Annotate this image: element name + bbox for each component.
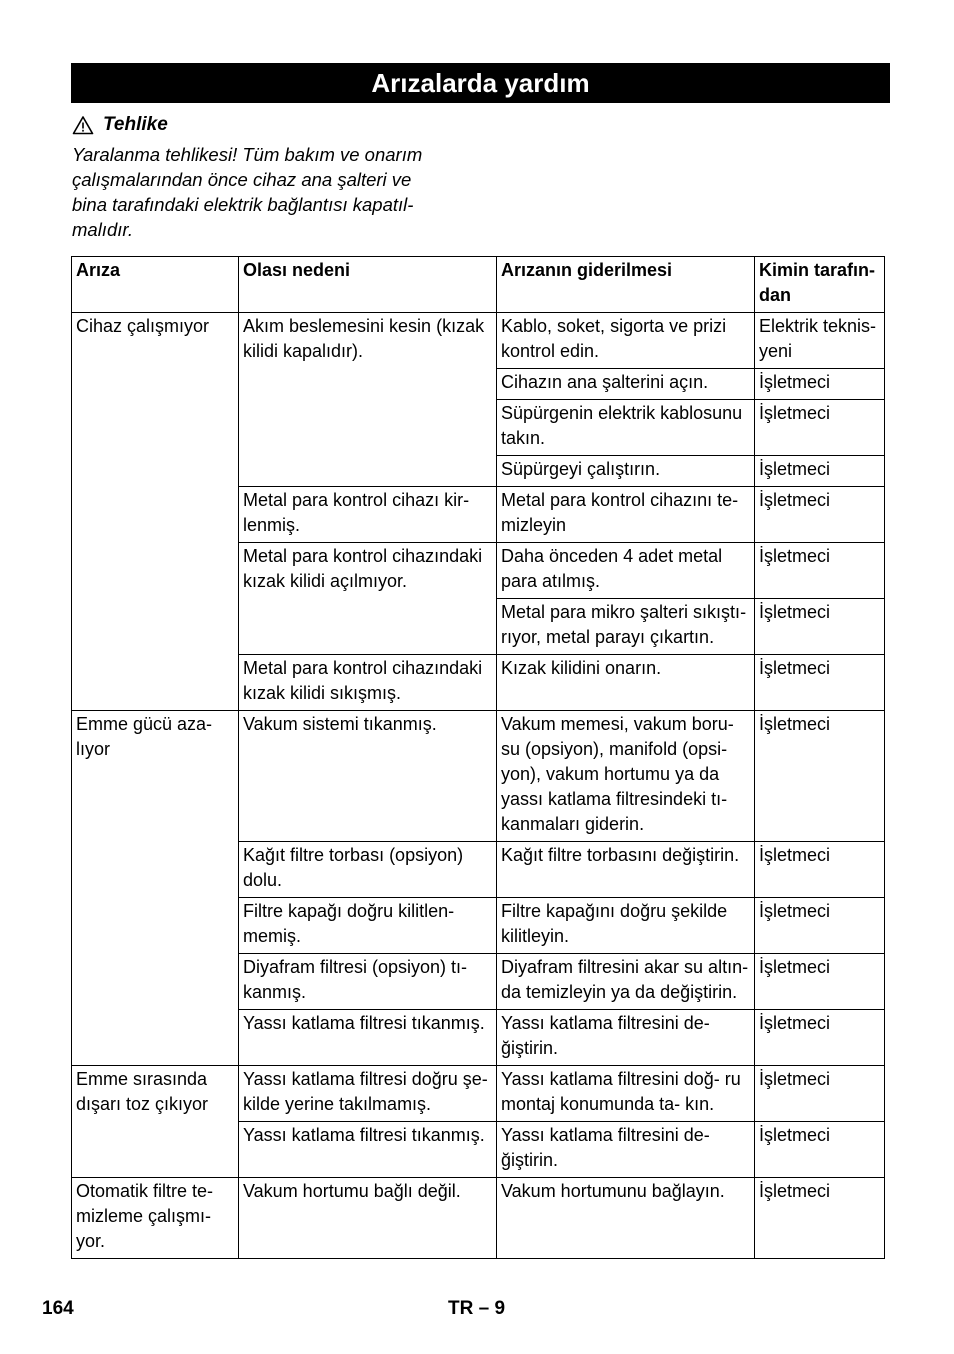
fault-cell: Otomatik filtre te- mizleme çalışmı- yor. — [72, 1178, 239, 1259]
table-body — [72, 313, 885, 1259]
cause-cell: Diyafram filtresi (opsiyon) tı- kanmış. — [239, 954, 497, 1010]
responsible-cell: İşletmeci — [755, 842, 885, 898]
remedy-cell: Yassı katlama filtresini doğ- ru montaj konumunda ta- kın. — [497, 1066, 755, 1122]
responsible-cell: İşletmeci — [755, 655, 885, 711]
cause-cell: Vakum hortumu bağlı değil. — [239, 1178, 497, 1259]
warning-line: Yaralanma tehlikesi! Tüm bakım ve onarım — [72, 144, 423, 165]
warning-label: Tehlike — [103, 114, 168, 135]
responsible-cell: İşletmeci — [755, 1010, 885, 1066]
remedy-cell: Daha önceden 4 adet metal para atılmış. — [497, 543, 755, 599]
remedy-cell: Metal para kontrol cihazını te- mizleyin — [497, 487, 755, 543]
page-language-index: TR – 9 — [448, 1298, 506, 1319]
remedy-cell: Metal para mikro şalteri sıkıştı- rıyor, metal parayı çıkartın. — [497, 599, 755, 655]
remedy-cell: Süpürgeyi çalıştırın. — [497, 456, 755, 487]
responsible-cell: İşletmeci — [755, 487, 885, 543]
header-cause: Olası nedeni — [239, 257, 497, 313]
remedy-cell: Kızak kilidini onarın. — [497, 655, 755, 711]
warning-line: çalışmalarından önce cihaz ana şalteri ve — [72, 169, 412, 190]
warning-line: malıdır. — [72, 219, 133, 240]
responsible-cell: İşletmeci — [755, 599, 885, 655]
cause-cell: Akım beslemesini kesin (kızak kilidi kapalıdır). — [239, 313, 497, 487]
warning-line: bina tarafındaki elektrik bağlantısı kapatıl- — [72, 194, 414, 215]
remedy-cell: Kablo, soket, sigorta ve prizi kontrol edin. — [497, 313, 755, 369]
cause-cell: Metal para kontrol cihazı kir- lenmiş. — [239, 487, 497, 543]
remedy-cell: Yassı katlama filtresini de- ğiştirin. — [497, 1010, 755, 1066]
table-row — [72, 1178, 885, 1259]
table-row — [72, 711, 885, 842]
remedy-cell: Filtre kapağını doğru şekilde kilitleyin. — [497, 898, 755, 954]
cause-cell: Yassı katlama filtresi tıkanmış. — [239, 1122, 497, 1178]
header-remedy: Arızanın giderilmesi — [497, 257, 755, 313]
remedy-cell: Yassı katlama filtresini de- ğiştirin. — [497, 1122, 755, 1178]
warning-triangle-icon — [72, 115, 94, 135]
page-title: Arızalarda yardım — [71, 63, 890, 103]
responsible-cell: İşletmeci — [755, 954, 885, 1010]
responsible-cell: İşletmeci — [755, 400, 885, 456]
header-by: Kimin tarafın- dan — [755, 257, 885, 313]
responsible-cell: İşletmeci — [755, 1066, 885, 1122]
table-row — [72, 313, 885, 369]
responsible-cell: İşletmeci — [755, 898, 885, 954]
troubleshooting-table — [71, 256, 885, 1259]
cause-cell: Yassı katlama filtresi tıkanmış. — [239, 1010, 497, 1066]
responsible-cell: İşletmeci — [755, 1122, 885, 1178]
table-header-row — [72, 257, 885, 313]
warning-heading — [72, 114, 168, 136]
table-row — [72, 1066, 885, 1122]
remedy-cell: Süpürgenin elektrik kablosunu takın. — [497, 400, 755, 456]
responsible-cell: İşletmeci — [755, 543, 885, 599]
fault-cell: Emme gücü aza- lıyor — [72, 711, 239, 1066]
cause-cell: Kağıt filtre torbası (opsiyon) dolu. — [239, 842, 497, 898]
responsible-cell: Elektrik teknis- yeni — [755, 313, 885, 369]
fault-cell: Emme sırasında dışarı toz çıkıyor — [72, 1066, 239, 1178]
responsible-cell: İşletmeci — [755, 1178, 885, 1259]
cause-cell: Metal para kontrol cihazındaki kızak kilidi sıkışmış. — [239, 655, 497, 711]
responsible-cell: İşletmeci — [755, 456, 885, 487]
cause-cell: Vakum sistemi tıkanmış. — [239, 711, 497, 842]
responsible-cell: İşletmeci — [755, 711, 885, 842]
remedy-cell: Vakum memesi, vakum boru- su (opsiyon), manifold (opsi- yon), vakum hortumu ya da yassı katlama filtresindeki tı- kanmaları giderin. — [497, 711, 755, 842]
header-fault: Arıza — [72, 257, 239, 313]
remedy-cell: Cihazın ana şalterini açın. — [497, 369, 755, 400]
remedy-cell: Diyafram filtresini akar su altın- da temizleyin ya da değiştirin. — [497, 954, 755, 1010]
remedy-cell: Vakum hortumunu bağlayın. — [497, 1178, 755, 1259]
cause-cell: Metal para kontrol cihazındaki kızak kilidi açılmıyor. — [239, 543, 497, 655]
cause-cell: Yassı katlama filtresi doğru şe- kilde yerine takılmamış. — [239, 1066, 497, 1122]
page-number: 164 — [42, 1298, 74, 1319]
fault-cell: Cihaz çalışmıyor — [72, 313, 239, 711]
warning-text — [72, 142, 472, 242]
remedy-cell: Kağıt filtre torbasını değiştirin. — [497, 842, 755, 898]
responsible-cell: İşletmeci — [755, 369, 885, 400]
cause-cell: Filtre kapağı doğru kilitlen- memiş. — [239, 898, 497, 954]
